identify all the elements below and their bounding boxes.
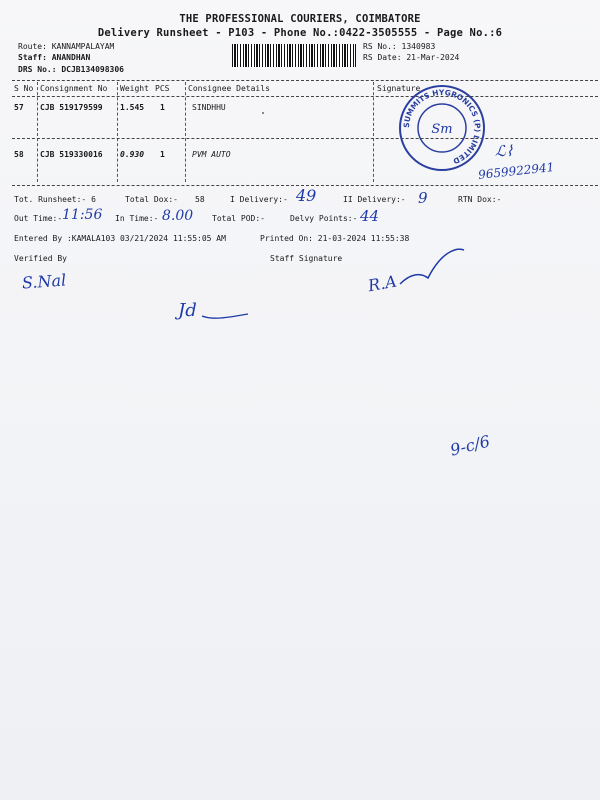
handwritten-note: 9-c/6 [448,431,492,460]
col-signature: Signature [377,84,421,93]
consignee-phone: 9659922941 [477,160,555,182]
col-weight: Weight [120,84,149,93]
entered-by: Entered By :KAMALA103 03/21/2024 11:55:05 AM [14,234,226,243]
col-sno: S No [14,84,34,93]
col-pcs: PCS [155,84,170,93]
col-consignment: Consignment No [40,84,108,93]
drs-value: DCJB134098306 [61,65,124,74]
out-time-hand: 11:56 [62,207,103,223]
row-sno: 58 [14,150,24,159]
row-consignment: CJB 519179599 [40,103,103,112]
total-dox-label: Total Dox:- [125,195,178,204]
row-sno: 57 [14,103,24,112]
route-row [18,42,114,52]
tot-runsheet: Tot. Runsheet:- 6 [14,195,96,204]
runsheet-subtitle: Delivery Runsheet - P103 - Phone No.:0422-3505555 - Page No.:6 [97,27,503,39]
staff-signature-stroke [398,244,468,290]
stamp-ring-text: SUMMITS HYGRONICS (P) LIMITED [401,87,483,166]
speck [262,112,264,114]
out-time-label: Out Time:- [14,214,63,223]
col-divider [37,82,38,182]
staff-label: Staff: [18,53,47,62]
drs-label: DRS No.: [18,65,57,74]
in-time-hand: 8.00 [162,208,194,224]
table-header-rule [12,96,598,97]
barcode [232,44,356,67]
consignee-signature: ℒ⌇ [495,142,514,160]
total-dox-value: 58 [195,195,205,204]
delvy-points-label: Delvy Points:- [290,214,358,223]
row-consignee: SINDHHU [192,103,226,112]
rs-no-row [363,42,435,52]
verified-by-label: Verified By [14,254,67,263]
total-pod-label: Total POD:- [212,214,265,223]
row-consignee: PVM AUTO [192,150,231,159]
row-weight: 0.930 [120,150,145,159]
staff-value: ANANDHAN [51,53,91,62]
in-time-label: In Time:- [115,214,159,223]
staff-signature: R.A [366,271,399,296]
rs-no-value: 1340983 [401,42,436,51]
col-divider [373,82,374,182]
rs-date-row [363,53,459,63]
mid-signature: Jd [178,300,197,321]
printed-on: Printed On: 21-03-2024 11:55:38 [260,234,410,243]
row-pcs: 1 [160,103,165,112]
route-value: KANNAMPALAYAM [51,42,115,51]
staff-row [18,53,90,63]
company-title: THE PROFESSIONAL COURIERS, COIMBATORE [179,13,421,25]
row-weight: 1.545 [120,103,145,112]
staff-signature-label: Staff Signature [270,254,343,263]
rs-date-value: 21-Mar-2024 [406,53,460,62]
verified-signature: S.Nal [21,270,67,293]
drs-row [18,65,124,75]
row-pcs: 1 [160,150,165,159]
stamp-initials: Sm [431,122,453,137]
route-label: Route: [18,42,47,51]
col-consignee: Consignee Details [188,84,270,93]
company-stamp [398,84,486,172]
i-delivery-hand: 49 [296,186,317,205]
table-top-rule [12,80,598,81]
mid-signature-stroke [200,308,250,322]
rs-no-label: RS No.: [363,42,397,51]
delvy-points-hand: 44 [360,207,380,225]
rtn-dox-label: RTN Dox:- [458,195,502,204]
row-rule [12,138,598,139]
col-divider [185,82,186,182]
row-consignment: CJB 519330016 [40,150,103,159]
ii-delivery-hand: 9 [418,189,428,207]
ii-delivery-label: II Delivery:- [343,195,406,204]
rs-date-label: RS Date: [363,53,402,62]
i-delivery-label: I Delivery:- [230,195,288,204]
col-divider [117,82,118,182]
